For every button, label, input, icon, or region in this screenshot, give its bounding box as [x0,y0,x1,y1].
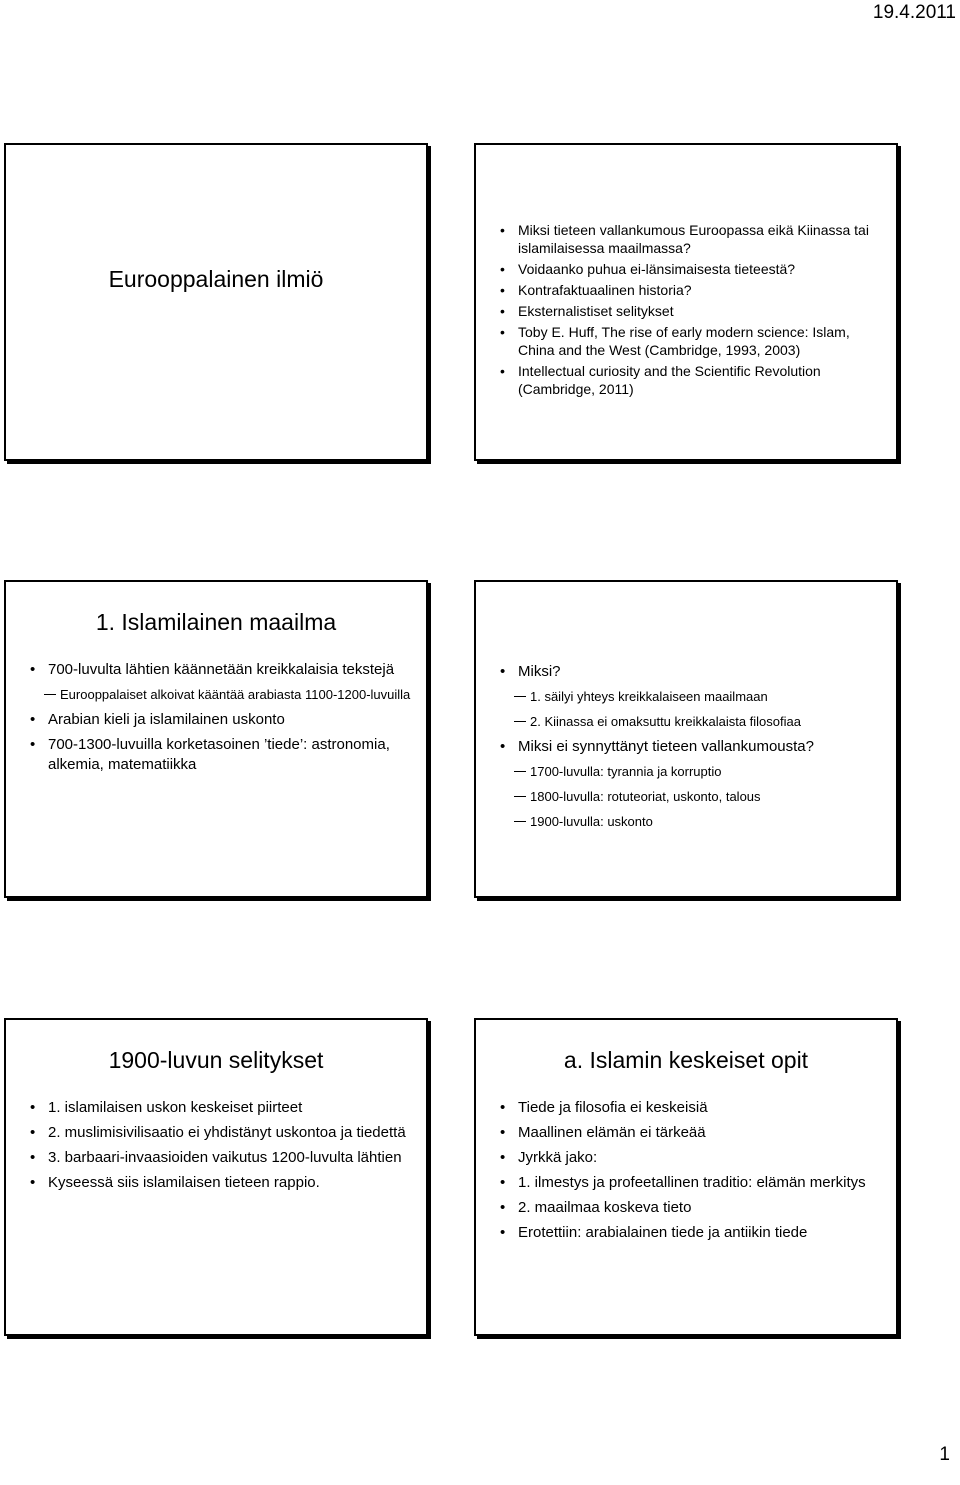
bullet-list [496,221,882,401]
bullet-item: • Arabian kieli ja islamilainen uskonto [26,710,412,730]
bullet-item: • 2. muslimisivilisaatio ei yhdistänyt uskontoa ja tiedettä [26,1123,412,1143]
slide-title: 1900-luvun selitykset [108,1047,324,1073]
bullet-item: • Toby E. Huff, The rise of early modern science: Islam, China and the West (Cambridge, 1993, 2003) [496,323,882,359]
bullet-item: • Jyrkkä jako: [496,1148,882,1168]
bullet-item: • 1. islamilaisen uskon keskeiset piirteet [26,1098,412,1118]
sub-bullet-item: 1900-luvulla: uskonto [496,812,882,832]
bullet-item: • 700-luvulta lähtien käännetään kreikkalaisia tekstejä [26,660,412,680]
slide-title: Eurooppalainen ilmiö [108,266,324,292]
bullet-item: • Kyseessä siis islamilaisen tieteen rappio. [26,1173,412,1193]
bullet-item: • 1. ilmestys ja profeetallinen traditio: elämän merkitys [496,1173,882,1193]
bullet-item: • Miksi? [496,662,882,682]
bullet-list [496,662,882,837]
bullet-list [26,1098,412,1198]
sub-bullet-item: Eurooppalaiset alkoivat kääntää arabiasta 1100-1200-luvuilla [26,685,412,705]
sub-bullet-item: 1. säilyi yhteys kreikkalaiseen maailmaan [496,687,882,707]
slide-title: a. Islamin keskeiset opit [563,1047,809,1073]
slide-islamilainen-maailma [4,580,428,898]
bullet-item: • 700-1300-luvuilla korketasoinen ’tiede’: astronomia, alkemia, matematiikka [26,735,412,775]
slide-miksi-euroopassa [474,143,898,461]
sub-bullet-item: 1700-luvulla: tyrannia ja korruptio [496,762,882,782]
bullet-item: • Miksi ei synnyttänyt tieteen vallankumousta? [496,737,882,757]
page-number: 1 [939,1444,950,1465]
slide-1900-luvun-selitykset [4,1018,428,1336]
bullet-item: • Miksi tieteen vallankumous Euroopassa eikä Kiinassa tai islamilaisessa maailmassa? [496,221,882,257]
bullet-item: • 2. maailmaa koskeva tieto [496,1198,882,1218]
bullet-list [26,660,412,780]
bullet-list [496,1098,882,1248]
bullet-item: • Eksternalistiset selitykset [496,302,882,320]
sub-bullet-item: 1800-luvulla: rotuteoriat, uskonto, talous [496,787,882,807]
slide-title: 1. Islamilainen maailma [95,609,337,635]
bullet-item: • Maallinen elämän ei tärkeää [496,1123,882,1143]
header-date: 19.4.2011 [872,2,956,23]
bullet-item: • Voidaanko puhua ei-länsimaisesta tieteestä? [496,260,882,278]
bullet-item: • 3. barbaari-invaasioiden vaikutus 1200-luvulta lähtien [26,1148,412,1168]
sub-bullet-item: 2. Kiinassa ei omaksuttu kreikkalaista filosofiaa [496,712,882,732]
bullet-item: • Kontrafaktuaalinen historia? [496,281,882,299]
bullet-item: • Tiede ja filosofia ei keskeisiä [496,1098,882,1118]
bullet-item: • Intellectual curiosity and the Scientific Revolution (Cambridge, 2011) [496,362,882,398]
slide-miksi [474,580,898,898]
slide-eurooppalainen-ilmio [4,143,428,461]
bullet-item: • Erotettiin: arabialainen tiede ja antiikin tiede [496,1223,882,1243]
slide-islamin-keskeiset-opit [474,1018,898,1336]
